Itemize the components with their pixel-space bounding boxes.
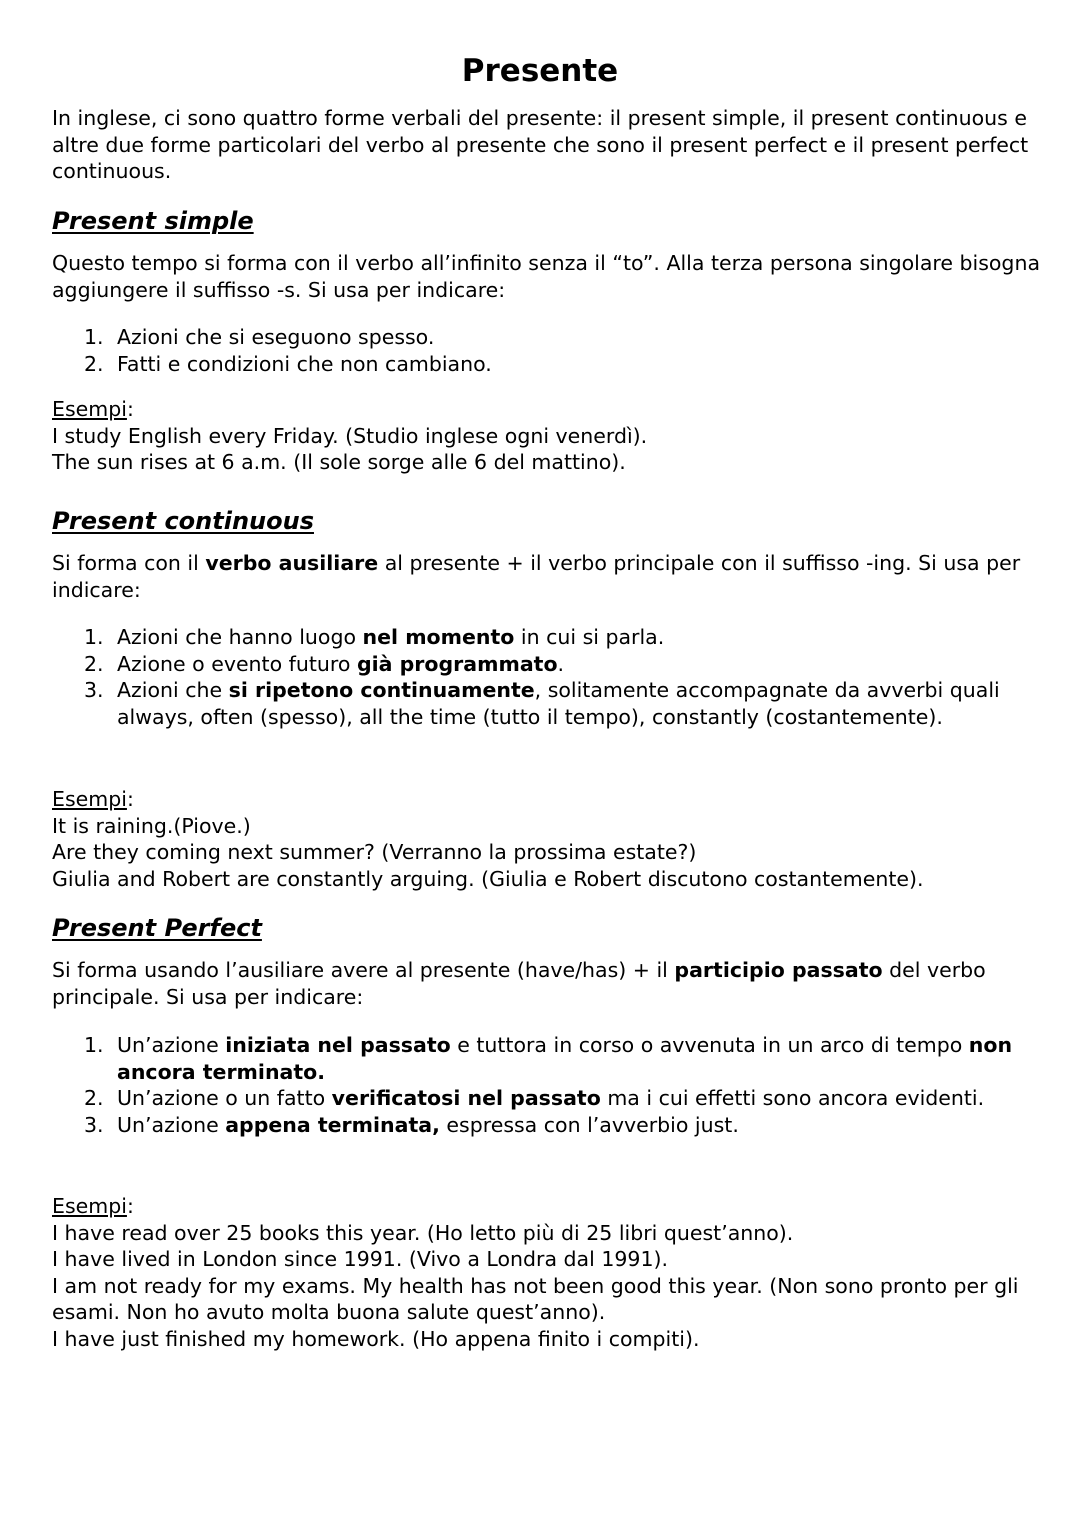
example-line: Giulia and Robert are constantly arguing. (Giulia e Robert discutono costantemente). (52, 866, 924, 891)
example-line: I am not ready for my exams. My health has not been good this year. (Non sono pronto per gli esami. Non ho avuto molta buona salute quest’anno). (52, 1273, 1019, 1324)
present-continuous-uses (84, 624, 1014, 730)
example-line: Are they coming next summer? (Verranno la prossima estate?) (52, 840, 697, 864)
example-line: The sun rises at 6 a.m. (Il sole sorge alle 6 del mattino). (52, 450, 626, 474)
list-item: 2. Un’azione o un fatto verificatosi nel passato ma i cui effetti sono ancora evidenti. (84, 1086, 985, 1110)
heading-present-perfect: Present Perfect (52, 914, 262, 942)
examples-label: Esempi: (52, 397, 134, 421)
example-line: I have just finished my homework. (Ho appena finito i compiti). (52, 1326, 700, 1351)
present-simple-examples (52, 396, 1042, 476)
example-line: I study English every Friday. (Studio inglese ogni venerdì). (52, 423, 648, 448)
list-item: 1. Azioni che si eseguono spesso. (84, 325, 435, 349)
present-continuous-description: Si forma con il verbo ausiliare al presente + il verbo principale con il suffisso -ing. Si usa per indicare: (52, 551, 1021, 602)
examples-label: Esempi: (52, 1194, 134, 1218)
list-item: 2. Azione o evento futuro già programmato. (84, 651, 565, 676)
heading-present-simple: Present simple (52, 207, 254, 235)
example-line: I have lived in London since 1991. (Vivo a Londra dal 1991). (52, 1247, 669, 1271)
present-continuous-examples (52, 786, 1042, 892)
examples-label: Esempi: (52, 787, 134, 811)
present-simple-description: Questo tempo si forma con il verbo all’infinito senza il “to”. Alla terza persona singolare bisogna aggiungere il suffisso -s. Si usa per indicare: (52, 251, 1041, 302)
list-item: 2. Fatti e condizioni che non cambiano. (84, 351, 492, 376)
list-item: 3. Azioni che si ripetono continuamente, solitamente accompagnate da avverbi quali always, often (spesso), all the time (tutto il tempo), constantly (costantemente). (84, 678, 1000, 729)
list-item: 3. Un’azione appena terminata, espressa con l’avverbio just. (84, 1112, 739, 1137)
present-perfect-examples (52, 1193, 1042, 1352)
page-title: Presente (461, 53, 619, 89)
intro-paragraph: In inglese, ci sono quattro forme verbali del presente: il present simple, il present continuous e altre due forme particolari del verbo al presente che sono il present perfect e il present perfect continuous. (52, 106, 1029, 183)
list-item: 1. Un’azione iniziata nel passato e tuttora in corso o avvenuta in un arco di tempo non ancora terminato. (84, 1033, 1013, 1084)
list-item: 1. Azioni che hanno luogo nel momento in cui si parla. (84, 625, 665, 649)
heading-present-continuous: Present continuous (52, 507, 314, 535)
present-simple-uses (84, 324, 1014, 377)
example-line: I have read over 25 books this year. (Ho letto più di 25 libri quest’anno). (52, 1220, 794, 1245)
example-line: It is raining.(Piove.) (52, 813, 251, 838)
present-perfect-description: Si forma usando l’ausiliare avere al presente (have/has) + il participio passato del verbo principale. Si usa per indicare: (52, 958, 986, 1009)
present-perfect-uses (84, 1032, 1014, 1138)
